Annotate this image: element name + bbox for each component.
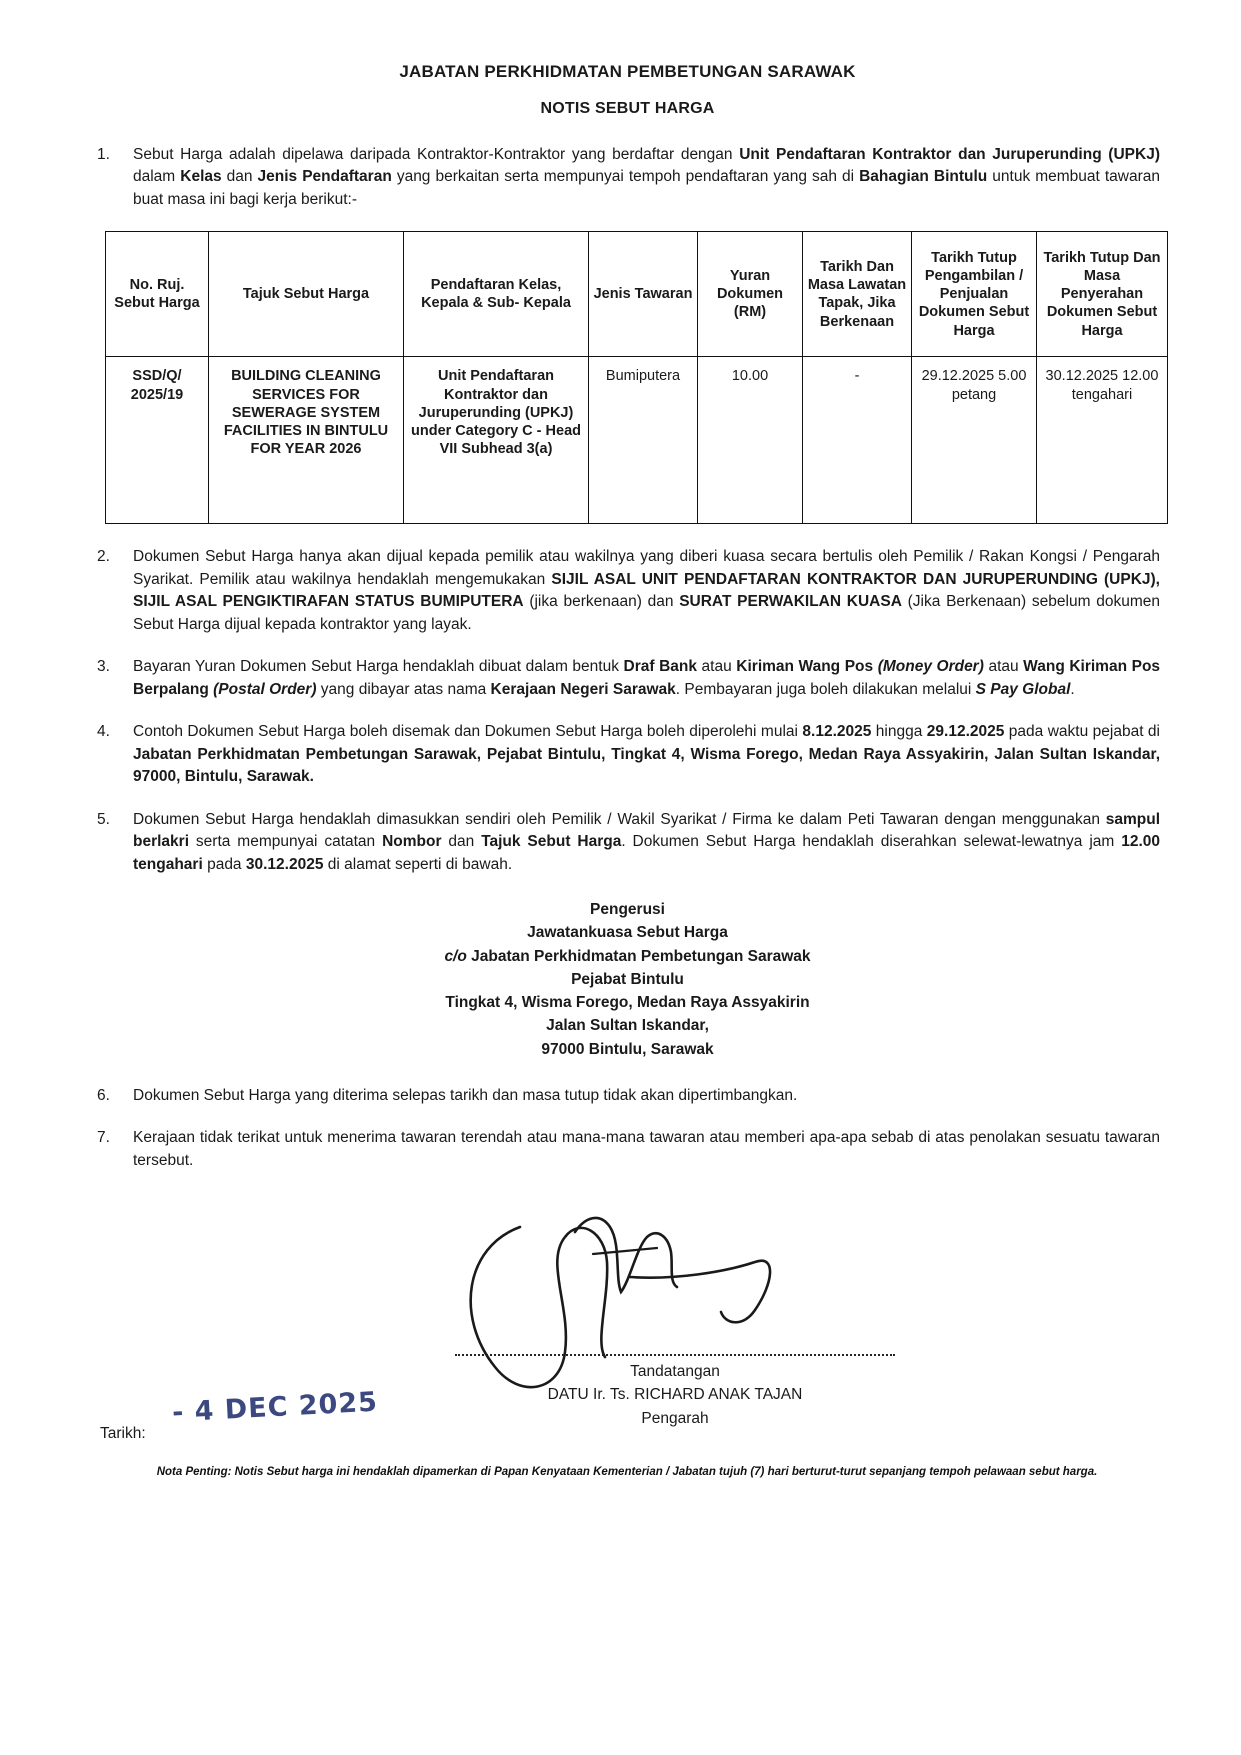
quotation-table — [105, 231, 1168, 524]
address-line-2: Jawatankuasa Sebut Harga — [527, 924, 728, 942]
document-content — [95, 62, 1160, 1432]
clause-7 — [95, 1127, 1160, 1172]
clause-5-number: 5. — [97, 810, 110, 828]
footnote: Nota Penting: Notis Sebut harga ini hendaklah dipamerkan di Papan Kenyataan Kementerian / Jabatan tujuh (7) hari berturut-turut sepanjang tempoh pelawaan sebut harga. — [156, 1466, 1098, 1478]
clause-2 — [95, 546, 1160, 636]
submission-address — [95, 898, 1160, 1061]
clause-6-text: Dokumen Sebut Harga yang diterima selepas tarikh dan masa tutup tidak akan dipertimbangkan. — [133, 1086, 798, 1104]
th-jenis: Jenis Tawaran — [589, 232, 698, 357]
cell-tutup-pengambilan: 29.12.2025 5.00 petang — [912, 357, 1037, 524]
address-line-7: 97000 Bintulu, Sarawak — [541, 1040, 714, 1058]
signature-line — [455, 1354, 895, 1356]
signature-label: Tandatangan — [630, 1363, 720, 1381]
th-yuran: Yuran Dokumen (RM) — [698, 232, 803, 357]
clause-4 — [95, 721, 1160, 788]
clause-4-number: 4. — [97, 723, 110, 741]
clause-1-text: Sebut Harga adalah dipelawa daripada Kontraktor-Kontraktor yang berdaftar dengan Unit Pendaftaran Kontraktor dan Juruperunding (UPKJ) dalam Kelas dan Jenis Pendaftaran yang berkaitan serta mempunyai tempoh pendaftaran yang sah di Bahagian Bintulu untuk membuat tawaran buat masa ini bagi kerja berikut:- — [133, 146, 1161, 208]
page-title: JABATAN PERKHIDMATAN PEMBETUNGAN SARAWAK — [399, 62, 856, 81]
cell-yuran: 10.00 — [698, 357, 803, 524]
clause-2-text: Dokumen Sebut Harga hanya akan dijual kepada pemilik atau wakilnya yang diberi kuasa secara bertulis oleh Pemilik / Rakan Kongsi / Pengarah Syarikat. Pemilik atau wakilnya hendaklah mengemukakan SIJIL ASAL UNIT PENDAFTARAN KONTRAKTOR DAN JURUPERUNDING (UPKJ), SIJIL ASAL PENGIKTIRAFAN STATUS BUMIPUTERA (jika berkenaan) dan SURAT PERWAKILAN KUASA (Jika Berkenaan) sebelum dokumen Sebut Harga dijual kepada kontraktor yang layak. — [133, 548, 1160, 633]
th-tajuk: Tajuk Sebut Harga — [209, 232, 404, 357]
date-label: Tarikh: — [100, 1425, 146, 1442]
clause-6-number: 6. — [97, 1086, 110, 1104]
address-line-5: Tingkat 4, Wisma Forego, Medan Raya Assyakirin — [445, 994, 810, 1012]
th-tutup-pengambilan: Tarikh Tutup Pengambilan / Penjualan Dokumen Sebut Harga — [912, 232, 1037, 357]
address-line-3 — [95, 945, 1160, 968]
clause-3-text: Bayaran Yuran Dokumen Sebut Harga hendaklah dibuat dalam bentuk Draf Bank atau Kiriman Wang Pos (Money Order) atau Wang Kiriman Pos Berpalang (Postal Order) yang dibayar atas nama Kerajaan Negeri Sarawak. Pembayaran juga boleh dilakukan melalui S Pay Global. — [133, 658, 1161, 698]
clause-5-text: Dokumen Sebut Harga hendaklah dimasukkan sendiri oleh Pemilik / Wakil Syarikat / Firma ke dalam Peti Tawaran dengan menggunakan sampul berlakri serta mempunyai catatan Nombor dan Tajuk Sebut Harga. Dokumen Sebut Harga hendaklah diserahkan selewat-lewatnya jam 12.00 tengahari pada 30.12.2025 di alamat seperti di bawah. — [133, 810, 1161, 873]
cell-jenis: Bumiputera — [589, 357, 698, 524]
signature-labels — [455, 1360, 895, 1430]
clause-2-number: 2. — [97, 548, 110, 566]
th-lawatan: Tarikh Dan Masa Lawatan Tapak, Jika Berkenaan — [803, 232, 912, 357]
cell-tajuk: BUILDING CLEANING SERVICES FOR SEWERAGE SYSTEM FACILITIES IN BINTULU FOR YEAR 2026 — [209, 357, 404, 524]
clause-7-number: 7. — [97, 1129, 110, 1147]
clause-5 — [95, 809, 1160, 876]
address-line-3-prefix: c/o — [444, 947, 467, 965]
address-line-4: Pejabat Bintulu — [571, 970, 684, 988]
signatory-position: Pengarah — [641, 1409, 709, 1427]
th-ref: No. Ruj. Sebut Harga — [106, 232, 209, 357]
address-line-6: Jalan Sultan Iskandar, — [546, 1017, 709, 1035]
clause-3-number: 3. — [97, 658, 110, 676]
th-tutup-penyerahan: Tarikh Tutup Dan Masa Penyerahan Dokumen Sebut Harga — [1037, 232, 1168, 357]
table-header-row — [106, 232, 1168, 357]
clause-7-text: Kerajaan tidak terikat untuk menerima tawaran terendah atau mana-mana tawaran atau memberi apa-apa sebab di atas penolakan sesuatu tawaran tersebut. — [133, 1129, 1160, 1169]
signatory-name: DATU Ir. Ts. RICHARD ANAK TAJAN — [547, 1386, 803, 1404]
cell-tutup-penyerahan: 30.12.2025 12.00 tengahari — [1037, 357, 1168, 524]
table-row — [106, 357, 1168, 524]
clause-6 — [95, 1085, 1160, 1107]
th-pendaftaran: Pendaftaran Kelas, Kepala & Sub- Kepala — [404, 232, 589, 357]
clause-4-text: Contoh Dokumen Sebut Harga boleh disemak dan Dokumen Sebut Harga boleh diperolehi mulai 8.12.2025 hingga 29.12.2025 pada waktu pejabat di Jabatan Perkhidmatan Pembetungan Sarawak, Pejabat Bintulu, Tingkat 4, Wisma Forego, Medan Raya Assyakirin, Jalan Sultan Iskandar, 97000, Bintulu, Sarawak. — [133, 723, 1160, 786]
clause-1 — [95, 144, 1160, 211]
page-subtitle: NOTIS SEBUT HARGA — [540, 100, 715, 117]
clause-3 — [95, 656, 1160, 701]
address-line-3-text: Jabatan Perkhidmatan Pembetungan Sarawak — [471, 947, 811, 965]
cell-ref: SSD/Q/ 2025/19 — [106, 357, 209, 524]
cell-lawatan: - — [803, 357, 912, 524]
address-line-1: Pengerusi — [590, 901, 665, 919]
date-stamp: - 4 DEC 2025 — [171, 1386, 379, 1429]
clause-1-number: 1. — [97, 146, 110, 163]
cell-pendaftaran: Unit Pendaftaran Kontraktor dan Juruperunding (UPKJ) under Category C - Head VII Subhead 3(a) — [404, 357, 589, 524]
